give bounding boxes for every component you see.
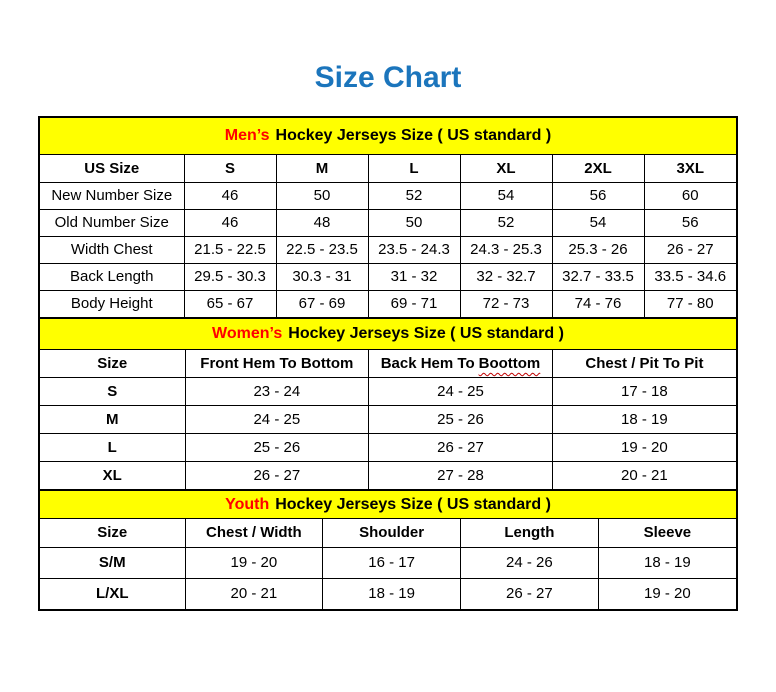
value-cell: 31 - 32 xyxy=(368,263,460,290)
value-cell: 26 - 27 xyxy=(185,462,369,490)
column-header-cell: S xyxy=(184,155,276,182)
value-cell: 60 xyxy=(644,182,736,209)
value-cell: 23 - 24 xyxy=(185,378,369,406)
womens-table-body xyxy=(40,378,736,490)
table-row xyxy=(40,547,736,578)
womens-section-title: Hockey Jerseys Size ( US standard ) xyxy=(288,324,564,342)
column-header-cell: US Size xyxy=(40,155,184,182)
misspelled-word-squiggle: Boottom xyxy=(478,354,541,372)
value-cell: 29.5 - 30.3 xyxy=(184,263,276,290)
value-cell: 69 - 71 xyxy=(368,290,460,317)
mens-header-row xyxy=(40,155,736,182)
value-cell: 18 - 19 xyxy=(323,578,461,609)
value-cell: 18 - 19 xyxy=(552,406,736,434)
value-cell: 48 xyxy=(276,209,368,236)
row-label-cell: S/M xyxy=(40,547,185,578)
youth-header-row xyxy=(40,519,736,547)
value-cell: 20 - 21 xyxy=(552,462,736,490)
value-cell: 18 - 19 xyxy=(598,547,736,578)
value-cell: 52 xyxy=(460,209,552,236)
column-header-cell: Length xyxy=(461,519,599,547)
value-cell: 25 - 26 xyxy=(369,406,553,434)
table-row xyxy=(40,378,736,406)
youth-table-body xyxy=(40,547,736,609)
value-cell: 24 - 25 xyxy=(185,406,369,434)
mens-section-highlight: Men’s xyxy=(224,127,270,144)
row-label-cell: Body Height xyxy=(40,290,184,317)
mens-section-header xyxy=(40,118,736,155)
value-cell: 54 xyxy=(552,209,644,236)
value-cell: 74 - 76 xyxy=(552,290,644,317)
column-header-cell: 3XL xyxy=(644,155,736,182)
value-cell: 65 - 67 xyxy=(184,290,276,317)
value-cell: 52 xyxy=(368,182,460,209)
value-cell: 25.3 - 26 xyxy=(552,236,644,263)
value-cell: 50 xyxy=(276,182,368,209)
value-cell: 54 xyxy=(460,182,552,209)
value-cell: 77 - 80 xyxy=(644,290,736,317)
row-label-cell: S xyxy=(40,378,185,406)
value-cell: 19 - 20 xyxy=(598,578,736,609)
value-cell: 20 - 21 xyxy=(185,578,323,609)
column-header-text: Back Hem To xyxy=(380,354,475,372)
value-cell: 19 - 20 xyxy=(185,547,323,578)
table-row xyxy=(40,406,736,434)
row-label-cell: Width Chest xyxy=(40,236,184,263)
value-cell: 32 - 32.7 xyxy=(460,263,552,290)
value-cell: 21.5 - 22.5 xyxy=(184,236,276,263)
value-cell: 27 - 28 xyxy=(369,462,553,490)
mens-table-body xyxy=(40,182,736,317)
value-cell: 30.3 - 31 xyxy=(276,263,368,290)
column-header-cell xyxy=(369,350,553,378)
column-header-cell: Shoulder xyxy=(323,519,461,547)
table-row xyxy=(40,236,736,263)
value-cell: 56 xyxy=(644,209,736,236)
value-cell: 72 - 73 xyxy=(460,290,552,317)
table-row xyxy=(40,462,736,490)
table-row xyxy=(40,263,736,290)
column-header-cell: Size xyxy=(40,519,185,547)
row-label-cell: L/XL xyxy=(40,578,185,609)
table-row xyxy=(40,434,736,462)
mens-size-table xyxy=(40,155,736,318)
value-cell: 22.5 - 23.5 xyxy=(276,236,368,263)
value-cell: 17 - 18 xyxy=(552,378,736,406)
value-cell: 26 - 27 xyxy=(461,578,599,609)
column-header-cell: Sleeve xyxy=(598,519,736,547)
column-header-cell: Front Hem To Bottom xyxy=(185,350,369,378)
row-label-cell: M xyxy=(40,406,185,434)
row-label-cell: L xyxy=(40,434,185,462)
youth-section-header xyxy=(40,490,736,519)
value-cell: 67 - 69 xyxy=(276,290,368,317)
value-cell: 56 xyxy=(552,182,644,209)
column-header-cell: Chest / Pit To Pit xyxy=(552,350,736,378)
row-label-cell: Old Number Size xyxy=(40,209,184,236)
column-header-cell: Size xyxy=(40,350,185,378)
row-label-cell: Back Length xyxy=(40,263,184,290)
page-title: Size Chart xyxy=(314,61,462,94)
value-cell: 26 - 27 xyxy=(369,434,553,462)
value-cell: 16 - 17 xyxy=(323,547,461,578)
youth-size-table xyxy=(40,519,736,609)
value-cell: 19 - 20 xyxy=(552,434,736,462)
value-cell: 26 - 27 xyxy=(644,236,736,263)
table-row xyxy=(40,578,736,609)
youth-section-highlight: Youth xyxy=(225,495,270,513)
value-cell: 50 xyxy=(368,209,460,236)
row-label-cell: XL xyxy=(40,462,185,490)
value-cell: 46 xyxy=(184,182,276,209)
column-header-cell: XL xyxy=(460,155,552,182)
womens-header-row xyxy=(40,350,736,378)
mens-section-title: Hockey Jerseys Size ( US standard ) xyxy=(275,127,552,144)
table-row xyxy=(40,290,736,317)
value-cell: 24 - 26 xyxy=(461,547,599,578)
value-cell: 24 - 25 xyxy=(369,378,553,406)
value-cell: 23.5 - 24.3 xyxy=(368,236,460,263)
value-cell: 25 - 26 xyxy=(185,434,369,462)
value-cell: 33.5 - 34.6 xyxy=(644,263,736,290)
womens-section-highlight: Women’s xyxy=(212,324,283,342)
youth-section-title: Hockey Jerseys Size ( US standard ) xyxy=(275,495,551,513)
column-header-cell: 2XL xyxy=(552,155,644,182)
table-row xyxy=(40,209,736,236)
column-header-cell: Chest / Width xyxy=(185,519,323,547)
row-label-cell: New Number Size xyxy=(40,182,184,209)
size-chart-table-block xyxy=(38,116,738,611)
value-cell: 32.7 - 33.5 xyxy=(552,263,644,290)
value-cell: 46 xyxy=(184,209,276,236)
column-header-cell: L xyxy=(368,155,460,182)
value-cell: 24.3 - 25.3 xyxy=(460,236,552,263)
womens-section-header xyxy=(40,318,736,350)
column-header-cell: M xyxy=(276,155,368,182)
womens-size-table xyxy=(40,350,736,491)
table-row xyxy=(40,182,736,209)
